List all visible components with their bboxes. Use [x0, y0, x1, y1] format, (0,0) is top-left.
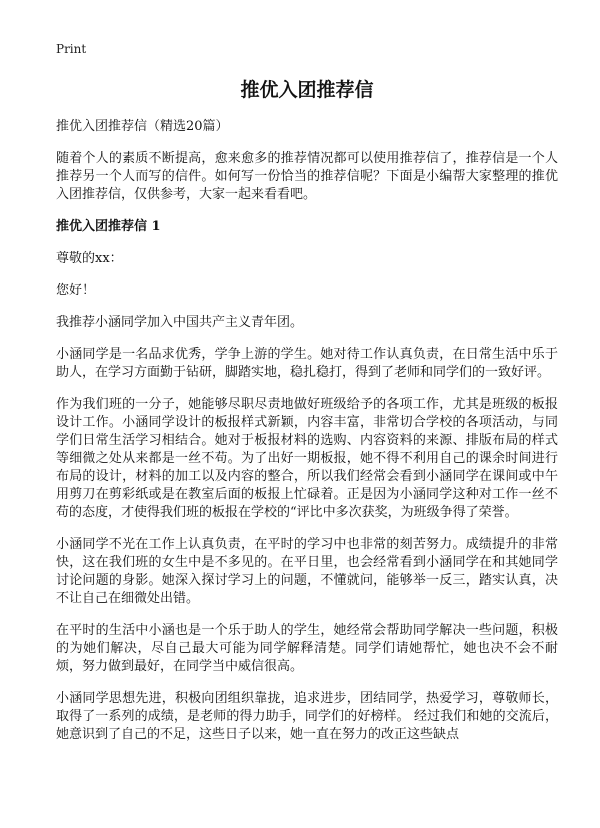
body-paragraph: 小涵同学思想先进，积极向团组织靠拢，追求进步，团结同学，热爱学习，尊敬师长，取得了一系列的成绩，是老师的得力助手，同学们的好榜样。 经过我们和她的交流后，她意识到了自己的不足，这些日子以来，她一直在努力的改正这些缺点 [56, 691, 558, 742]
body-paragraph: 在平时的生活中小涵也是一个乐于助人的学生，她经常会帮助同学解决一些问题，积极的为她们解决，尽自己最大可能为同学解释清楚。同学们请她帮忙，她也决不会不耐烦，努力做到最好，在同学当中威信很高。 [56, 623, 558, 674]
body-paragraph: 小涵同学不光在工作上认真负责，在平时的学习中也非常的刻苦努力。成绩提升的非常快，这在我们班的女生中是不多见的。在平日里，也会经常看到小涵同学在和其她同学讨论问题的身影。她深入探讨学习上的问题，不懂就问，能够举一反三，踏实认真，决不让自己在细微处出错。 [56, 537, 558, 606]
body-paragraph: 我推荐小涵同学加入中国共产主义青年团。 [56, 315, 304, 330]
salutation: 尊敬的xx： [56, 251, 123, 266]
section-heading: 推优入团推荐信 1 [56, 219, 161, 234]
body-paragraph: 小涵同学是一名品求优秀，学争上游的学生。她对待工作认真负责，在日常生活中乐于助人，在学习方面勤于钻研，脚踏实地，稳扎稳打，得到了老师和同学们的一致好评。 [56, 347, 558, 380]
page-title: 推优入团推荐信 [240, 79, 374, 101]
greeting: 您好！ [56, 283, 96, 298]
body-paragraph: 作为我们班的一分子，她能够尽职尽责地做好班级给予的各项工作，尤其是班级的板报设计工作。小涵同学设计的板报样式新颖，内容丰富，非常切合学校的各项活动，与同学们日常生活学习相结合。她对于板报材料的选购、内容资料的来源、排版布局的样式等细微之处从来都是一丝不苟。为了出好一期板报，她不得不利用自己的课余时间进行布局的设计，材料的加工以及内容的整合，所以我们经常会看到小涵同学在课间或中午用剪刀在剪彩纸或是在教室后面的板报上忙碌着。正是因为小涵同学这种对工作一丝不苟的态度，才使得我们班的板报在学校的“评比中多次获奖，为班级争得了荣誉。 [56, 397, 558, 520]
document-subtitle: 推优入团推荐信（精选20篇） [56, 119, 229, 134]
print-link[interactable]: Print [56, 42, 87, 56]
intro-paragraph: 随着个人的素质不断提高，愈来愈多的推荐情况都可以使用推荐信了，推荐信是一个人推荐另一个人而写的信件。如何写一份恰当的推荐信呢？下面是小编帮大家整理的推优入团推荐信，仅供参考，大家一起来看看吧。 [56, 151, 558, 202]
